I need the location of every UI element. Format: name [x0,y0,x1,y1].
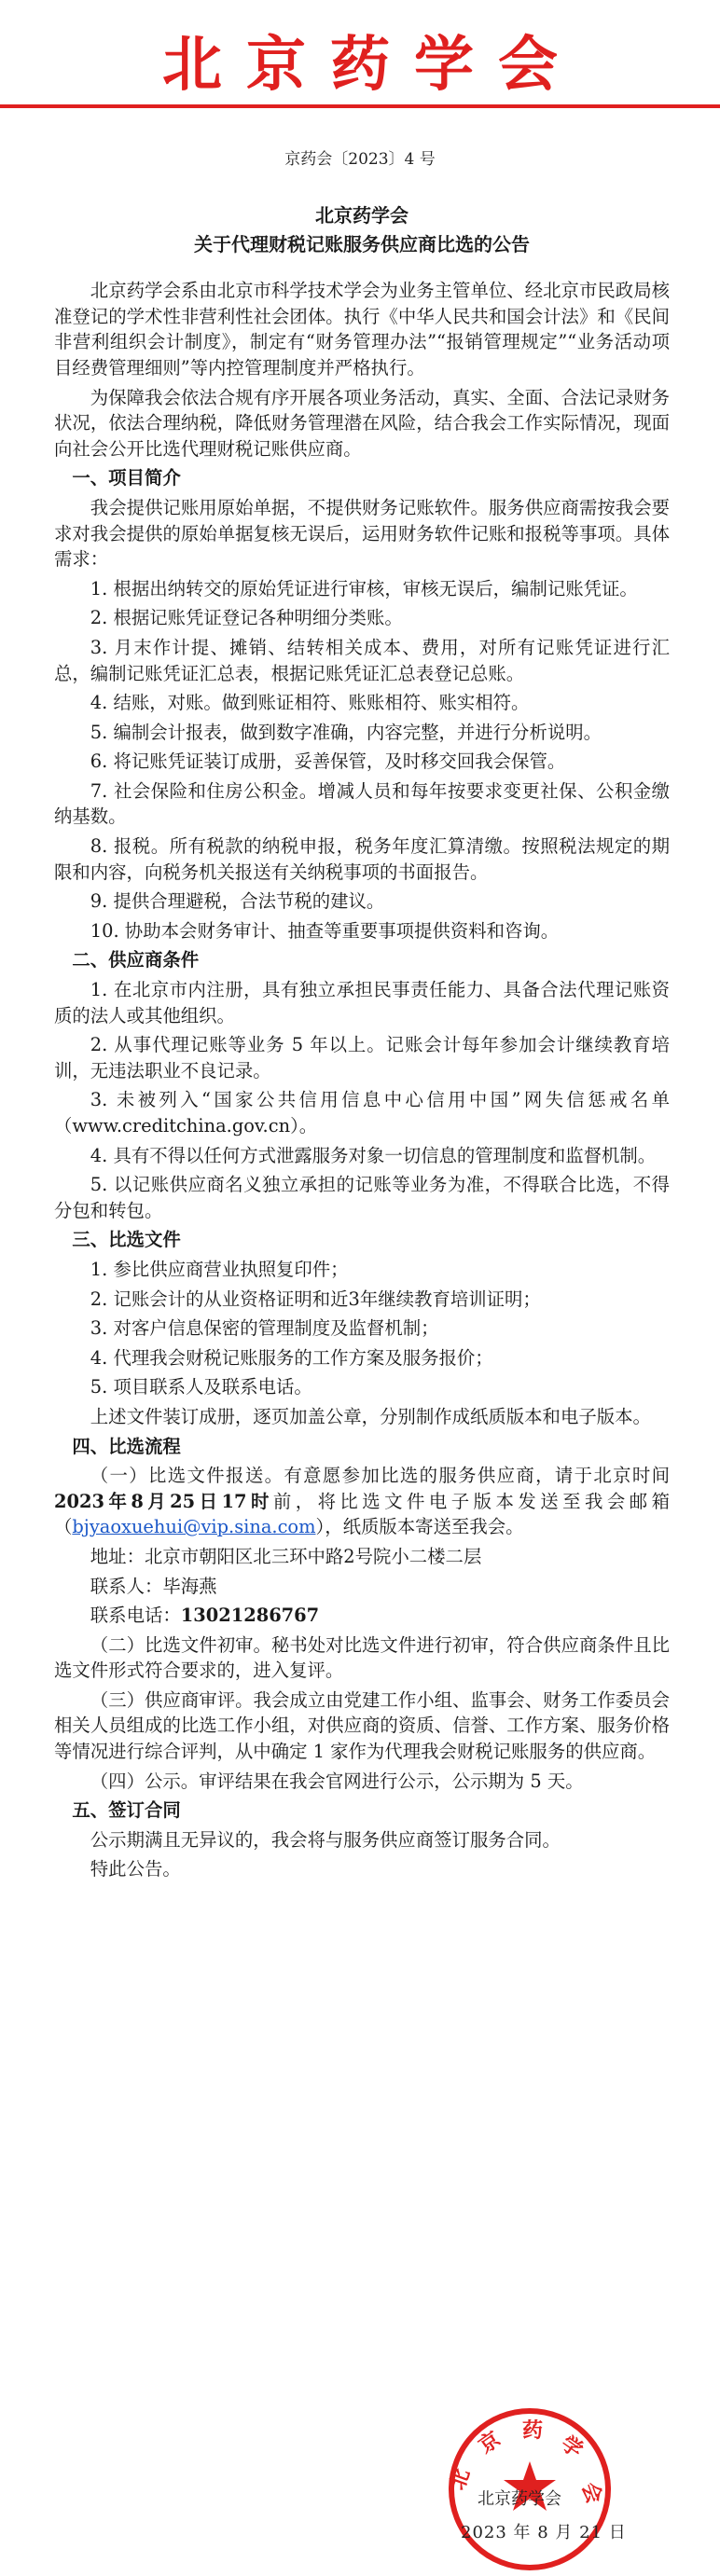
section-heading: 一、项目简介 [72,467,181,489]
document-body [54,203,670,1886]
list-item: 5. 编制会计报表，做到数字准确，内容完整，并进行分析说明。 [90,721,602,743]
list-item: 3. 月末作计提、摊销、结转相关成本、费用，对所有记账凭证进行汇总，编制记账凭证汇总表，根据记账凭证汇总表登记总账。 [54,636,670,684]
section-paragraph: 公示期满且无异议的，我会将与服务供应商签订服务合同。 [90,1828,561,1851]
document-number: 京药会〔2023〕4 号 [284,150,436,169]
section-paragraph: 我会提供记账用原始单据，不提供财务记账软件。服务供应商需按我会要求对我会提供的原始单据复核无误后，运用财务软件记账和报税等事项。具体需求： [54,496,670,571]
list-item: 4. 结账，对账。做到账证相符、账账相符、账实相符。 [90,692,530,714]
list-item: 3. 未被列入“国家公共信用信息中心信用中国”网失信惩戒名单（www.creditchina.gov.cn）。 [54,1089,670,1136]
list-item: 5. 项目联系人及联系电话。 [90,1376,312,1398]
phone-line [54,1603,670,1629]
phone-label: 联系电话： [90,1605,181,1627]
svg-text:北: 北 [446,2465,476,2494]
list-item: 5. 以记账供应商名义独立承担的记账等业务为准，不得联合比选，不得分包和转包。 [54,1174,670,1221]
list-item: 6. 将记账凭证装订成册，妥善保管，及时移交回我会保管。 [90,751,566,773]
org-title: 北京药学会 [162,31,582,100]
list-item: 1. 根据出纳转交的原始凭证进行审核，审核无误后，编制记账凭证。 [90,577,638,599]
list-item: 9. 提供合理避税，合法节税的建议。 [90,890,385,913]
submission-text: ），纸质版本寄送至我会。 [315,1516,524,1538]
phone-number: 13021286767 [180,1605,320,1627]
signature-date: 2023 年 8 月 21 日 [461,2523,627,2542]
list-item: 3. 对客户信息保密的管理制度及监督机制； [90,1317,439,1340]
submission-text: 前，将比选文件电子版本发送至我会邮箱（ [54,1490,670,1538]
intro-paragraph: 为保障我会依法合规有序开展各项业务活动，真实、全面、合法记录财务状况，依法合理纳税，降低财务管理潜在风险，结合我会工作实际情况，现面向社会公开比选代理财税记账供应商。 [54,386,670,460]
section-heading: 五、签订合同 [72,1799,181,1822]
svg-text:药: 药 [522,2419,544,2443]
list-item: 8. 报税。所有税款的纳税申报，税务年度汇算清缴。按照税法规定的期限和内容，向税务机关报送有关纳税事项的书面报告。 [54,835,670,883]
contact-line: 联系人：毕海燕 [90,1575,217,1597]
signature-org: 北京药学会 [478,2489,561,2509]
notice-title-org: 北京药学会 [315,204,408,227]
list-item: 4. 代理我会财税记账服务的工作方案及服务报价； [90,1346,493,1369]
email-link[interactable]: bjyaoxuehui@vip.sina.com [72,1516,316,1538]
list-item: 10. 协助本会财务审计、抽查等重要事项提供资料和咨询。 [90,919,560,942]
section-paragraph: （四）公示。审评结果在我会官网进行公示，公示期为 5 天。 [90,1770,584,1792]
list-item: 1. 在北京市内注册，具有独立承担民事责任能力、具备合法代理记账资质的法人或其他组织。 [54,979,670,1026]
list-item: 1. 参比供应商营业执照复印件； [90,1258,349,1280]
list-item: 7. 社会保险和住房公积金。增减人员和每年按要求变更社保、公积金缴纳基数。 [54,779,670,828]
address-line: 地址：北京市朝阳区北三环中路2号院小二楼二层 [90,1545,482,1567]
svg-text:学: 学 [556,2431,587,2463]
list-item: 2. 从事代理记账等业务 5 年以上。记账会计每年参加会计继续教育培训，无违法职业不良记录。 [54,1034,670,1081]
section-paragraph: 上述文件装订成册，逐页加盖公章，分别制作成纸质版本和电子版本。 [90,1405,651,1427]
submission-paragraph [54,1463,670,1540]
document-header [0,0,720,196]
list-item: 2. 记账会计的从业资格证明和近3年继续教育培训证明； [90,1288,541,1310]
signature-block [436,2405,642,2573]
svg-text:会: 会 [576,2479,606,2507]
deadline-text: 2023年8月25日17时 [54,1490,273,1512]
header-red-rule [0,104,720,108]
section-heading: 三、比选文件 [72,1229,181,1251]
intro-paragraph: 北京药学会系由北京市科学技术学会为业务主管单位、经北京市民政局核准登记的学术性非营利性社会团体。执行《中华人民共和国会计法》和《民间非营利组织会计制度》，制定有“财务管理办法”“报销管理规定”“业务活动项目经费管理细则”等内控管理制度并严格执行。 [54,280,670,379]
notice-title: 关于代理财税记账服务供应商比选的公告 [194,232,530,255]
closing-line: 特此公告。 [90,1858,181,1880]
list-item: 4. 具有不得以任何方式泄露服务对象一切信息的管理制度和监督机制。 [90,1144,657,1166]
section-paragraph: （二）比选文件初审。秘书处对比选文件进行初审，符合供应商条件且比选文件形式符合要求的，进入复评。 [54,1633,670,1682]
section-heading: 四、比选流程 [72,1435,181,1457]
svg-text:京: 京 [475,2427,505,2459]
section-paragraph: （三）供应商审评。我会成立由党建工作小组、监事会、财务工作委员会相关人员组成的比选工作小组，对供应商的资质、信誉、工作方案、服务价格等情况进行综合评判，从中确定 1 家作为代理我会财税记账服务的供应商。 [54,1688,670,1763]
section-heading: 二、供应商条件 [72,949,200,971]
list-item: 2. 根据记账凭证登记各种明细分类账。 [90,607,403,629]
submission-text: （一）比选文件报送。有意愿参加比选的服务供应商，请于北京时间 [90,1465,670,1487]
